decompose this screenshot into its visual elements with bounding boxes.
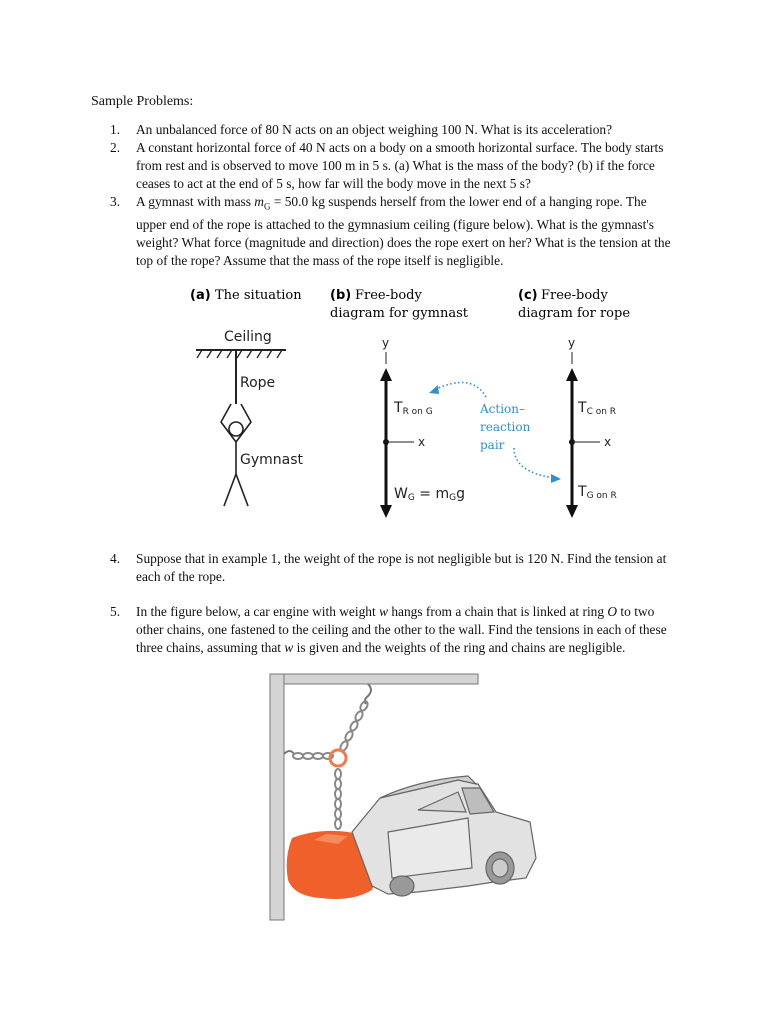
x-axis-label-c: x xyxy=(604,435,612,449)
problem-number: 3. xyxy=(110,194,121,209)
problem-text: Suppose that in example 1, the weight of the rope is not negligible but is 120 N. Find the tension at each of the rope. xyxy=(136,551,667,584)
problem-number: 2. xyxy=(110,140,121,155)
problem-text-part: A gymnast with mass xyxy=(136,194,255,209)
problem-5 xyxy=(110,603,680,657)
ring-symbol: O xyxy=(607,604,618,619)
weight-symbol: w xyxy=(284,640,294,655)
force-t-c-on-r-arrowhead xyxy=(566,368,578,381)
chain-wall xyxy=(293,753,333,759)
problem-text xyxy=(136,193,680,270)
problem-number: 4. xyxy=(110,551,121,566)
y-axis-label-b: y xyxy=(382,336,390,350)
car xyxy=(352,776,536,896)
t-g-on-r-label: TG on R xyxy=(578,484,617,501)
action-arrow-top xyxy=(434,382,486,397)
panel-b-title-1: Free-body xyxy=(355,288,422,303)
panel-b-title-2: diagram for gymnast xyxy=(330,306,468,321)
w-g-label: WG = mGg xyxy=(394,486,465,503)
action-arrowhead-top xyxy=(429,385,439,394)
action-arrow-bottom xyxy=(514,448,554,478)
problem-1 xyxy=(110,121,680,139)
ceiling-beam xyxy=(270,674,478,684)
figure-engine-chains xyxy=(268,672,548,922)
weight-symbol: w xyxy=(379,604,388,619)
gymnast-label: Gymnast xyxy=(240,452,304,468)
action-label-1: Action– xyxy=(480,402,525,416)
figure-gymnast xyxy=(180,280,650,525)
panel-c-title-1: Free-body xyxy=(541,288,608,303)
x-axis-label-b: x xyxy=(418,435,426,449)
rope-label: Rope xyxy=(240,375,276,391)
chain-ceiling xyxy=(339,700,369,752)
panel-b-label: (b) xyxy=(330,288,352,303)
problem-2 xyxy=(110,139,680,193)
problem-number: 1. xyxy=(110,122,121,137)
action-arrowhead-bottom xyxy=(551,474,561,483)
ceiling-hatch xyxy=(197,350,282,358)
mass-symbol: m xyxy=(254,194,264,209)
wall xyxy=(270,674,284,920)
panel-a-label: (a) xyxy=(190,288,211,303)
action-label-2: reaction xyxy=(480,420,531,434)
force-t-r-on-g-arrowhead xyxy=(380,368,392,381)
problem-text: A constant horizontal force of 40 N acts on a body on a smooth horizontal surface. The body starts from rest and is observed to move 100 m in 5 s. (a) What is the mass of the body? (b) if the force ceases to act at the end of 5 s, how far will the body move in the next 5 s? xyxy=(136,140,664,191)
wall-hook xyxy=(284,751,294,754)
panel-c-label: (c) xyxy=(518,288,538,303)
t-r-on-g-label: TR on G xyxy=(394,400,433,417)
ceiling-label: Ceiling xyxy=(224,329,272,345)
problem-text-part: = 50.0 kg suspends herself from the lower end of a hanging rope. The upper end of the rope is attached to the gymnasium ceiling (figure below). What is the gymnast's weight? What force (magnitude and direction) does the rope exert on her? What is the tension at the top of the rope? Assume that the mass of the rope itself is negligible. xyxy=(136,194,671,268)
force-w-g-arrowhead xyxy=(380,505,392,518)
action-label-3: pair xyxy=(480,438,505,452)
y-axis-label-c: y xyxy=(568,336,576,350)
problem-text: In the figure below, a car engine with weight w hangs from a chain that is linked at ring O to two other chains, one fastened to the ceiling and the other to the wall. Find the tensions in each of these three chains, assuming that w is given and the weights of the ring and chains are negligible. xyxy=(136,604,667,655)
problem-number: 5. xyxy=(110,604,121,619)
mass-subscript: G xyxy=(263,201,271,212)
page-heading: Sample Problems: xyxy=(91,94,194,109)
panel-c-title-2: diagram for rope xyxy=(518,306,631,321)
chain-engine xyxy=(335,769,341,829)
t-c-on-r-label: TC on R xyxy=(578,400,617,417)
force-t-g-on-r-arrowhead xyxy=(566,505,578,518)
problem-text: An unbalanced force of 80 N acts on an object weighing 100 N. What is its acceleration? xyxy=(136,122,613,137)
problem-3 xyxy=(110,193,680,270)
problem-4 xyxy=(110,550,680,586)
panel-a-title: The situation xyxy=(215,288,302,303)
